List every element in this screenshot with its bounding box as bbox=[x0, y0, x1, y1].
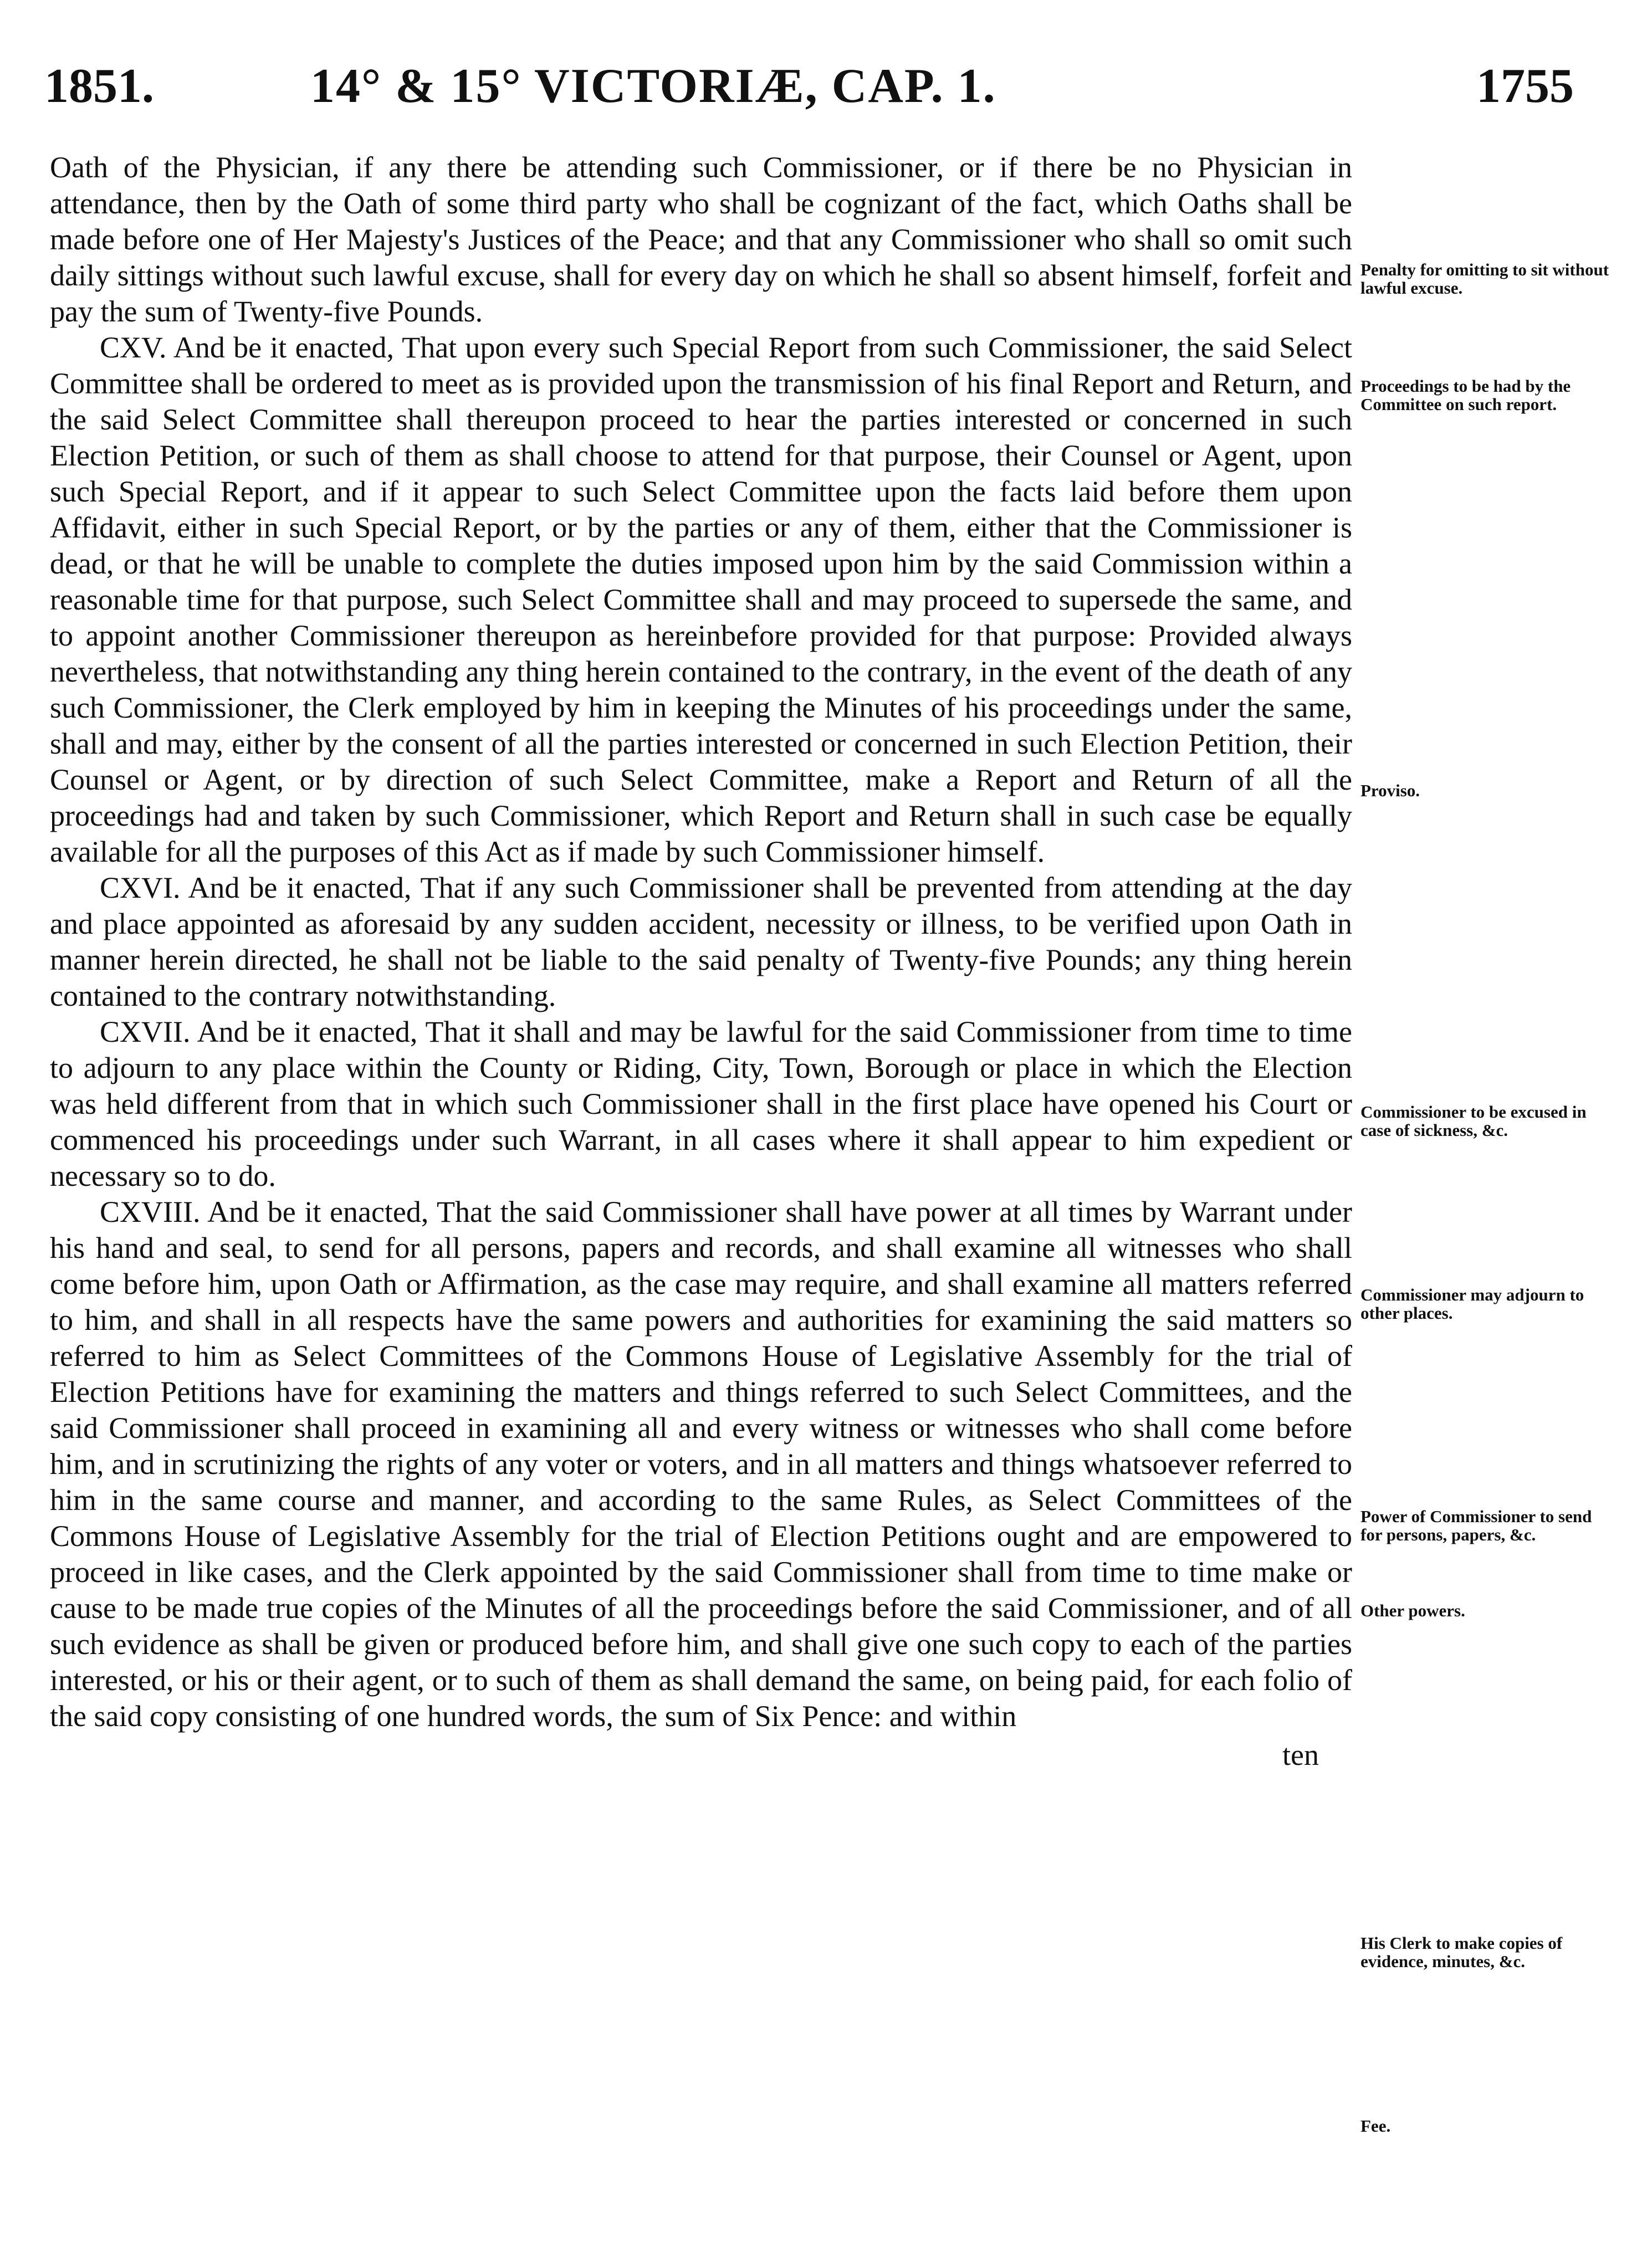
section-cxvi: CXVI. And be it enacted, That if any such Commissioner shall be prevented from attending at the day and place appointed as aforesaid by any sudden accident, necessity or illness, to be verified upon Oath in manner herein directed, he shall not be liable to the said penalty of Twenty-five Pounds; any thing herein contained to the contrary notwithstanding. bbox=[50, 871, 1352, 1012]
header-year: 1851. bbox=[44, 59, 154, 113]
margin-note-clerk: His Clerk to make copies of evidence, minutes, &c. bbox=[1360, 1933, 1563, 1971]
section-cxv: CXV. And be it enacted, That upon every such Special Report from such Commissioner, the said Select Committee shall be ordered to meet as is provided upon the transmission of his final Report and Return, and the said Select Committee shall thereupon proceed to hear the parties interested or concerned in such Election Petition, or such of them as shall choose to attend for that purpose, their Counsel or Agent, upon such Special Report, and if it appear to such Select Committee upon the facts laid before them upon Affidavit, either in such Special Report, or by the parties or any of them, either that the Commissioner is dead, or that he will be unable to complete the duties imposed upon him by the said Commission within a reasonable time for that purpose, such Select Committee shall and may proceed to supersede the same, and to appoint another Commissioner thereupon as hereinbefore provided for that purpose: Provided always nevertheless, that notwithstanding any thing herein contained to the contrary, in the event of the death of any such Commissioner, the Clerk employed by him in keeping the Minutes of his proceedings under the same, shall and may, either by the consent of all the parties interested or concerned in such Election Petition, their Counsel or Agent, or by direction of such Select Committee, make a Report and Return of all the proceedings had and taken by such Commissioner, which Report and Return shall in such case be equally available for all the purposes of this Act as if made by such Commissioner himself. bbox=[50, 331, 1352, 868]
margin-note-power: Power of Commissioner to send for persons, papers, &c. bbox=[1360, 1507, 1592, 1544]
margin-note-proviso: Proviso. bbox=[1360, 781, 1420, 800]
section-cxvii: CXVII. And be it enacted, That it shall and may be lawful for the said Commissioner from time to time to adjourn to any place within the County or Riding, City, Town, Borough or place in which the Election was held different from that in which such Commissioner shall in the first place have opened his Court or commenced his proceedings under such Warrant, in all cases where it shall appear to him expedient or necessary so to do. bbox=[50, 1015, 1352, 1192]
margin-note-fee: Fee. bbox=[1360, 2116, 1391, 2136]
page-number: 1755 bbox=[1476, 59, 1574, 113]
header-title: 14° & 15° VICTORIÆ, CAP. 1. bbox=[310, 59, 996, 113]
margin-note-penalty: Penalty for omitting to sit without lawful excuse. bbox=[1360, 260, 1609, 298]
catchword: ten bbox=[1282, 1738, 1319, 1772]
margin-note-sickness: Commissioner to be excused in case of sickness, &c. bbox=[1360, 1102, 1587, 1140]
margin-note-adjourn: Commissioner may adjourn to other places. bbox=[1360, 1285, 1584, 1323]
page-header bbox=[44, 58, 1574, 130]
paragraph-continuation: Oath of the Physician, if any there be attending such Commissioner, or if there be no Physician in attendance, then by the Oath of some third party who shall be cognizant of the fact, which Oaths shall be made before one of Her Majesty's Justices of the Peace; and that any Commissioner who shall so omit such daily sittings without such lawful excuse, shall for every day on which he shall so absent himself, forfeit and pay the sum of Twenty-five Pounds. bbox=[50, 151, 1352, 328]
section-cxviii: CXVIII. And be it enacted, That the said Commissioner shall have power at all times by Warrant under his hand and seal, to send for all persons, papers and records, and shall examine all witnesses who shall come before him, upon Oath or Affirmation, as the case may require, and shall examine all matters referred to him, and shall in all respects have the same powers and authorities for examining the said matters so referred to him as Select Committees of the Commons House of Legislative Assembly for the trial of Election Petitions have for examining the matters and things referred to such Select Committees, and the said Commissioner shall proceed in examining all and every witness or witnesses who shall come before him, and in scrutinizing the rights of any voter or voters, and in all matters and things whatsoever referred to him in the same course and manner, and according to the same Rules, as Select Committees of the Commons House of Legislative Assembly for the trial of Election Petitions ought and are empowered to proceed in like cases, and the Clerk appointed by the said Commissioner shall from time to time make or cause to be made true copies of the Minutes of all the proceedings before the said Commissioner, and of all such evidence as shall be given or produced before him, and shall give one such copy to each of the parties interested, or his or their agent, or to such of them as shall demand the same, on being paid, for each folio of the said copy consisting of one hundred words, the sum of Six Pence: and within bbox=[50, 1195, 1352, 1733]
margin-note-proceedings: Proceedings to be had by the Committee on such report. bbox=[1360, 376, 1571, 414]
body-text bbox=[50, 150, 1352, 1772]
margin-note-other-powers: Other powers. bbox=[1360, 1601, 1465, 1620]
